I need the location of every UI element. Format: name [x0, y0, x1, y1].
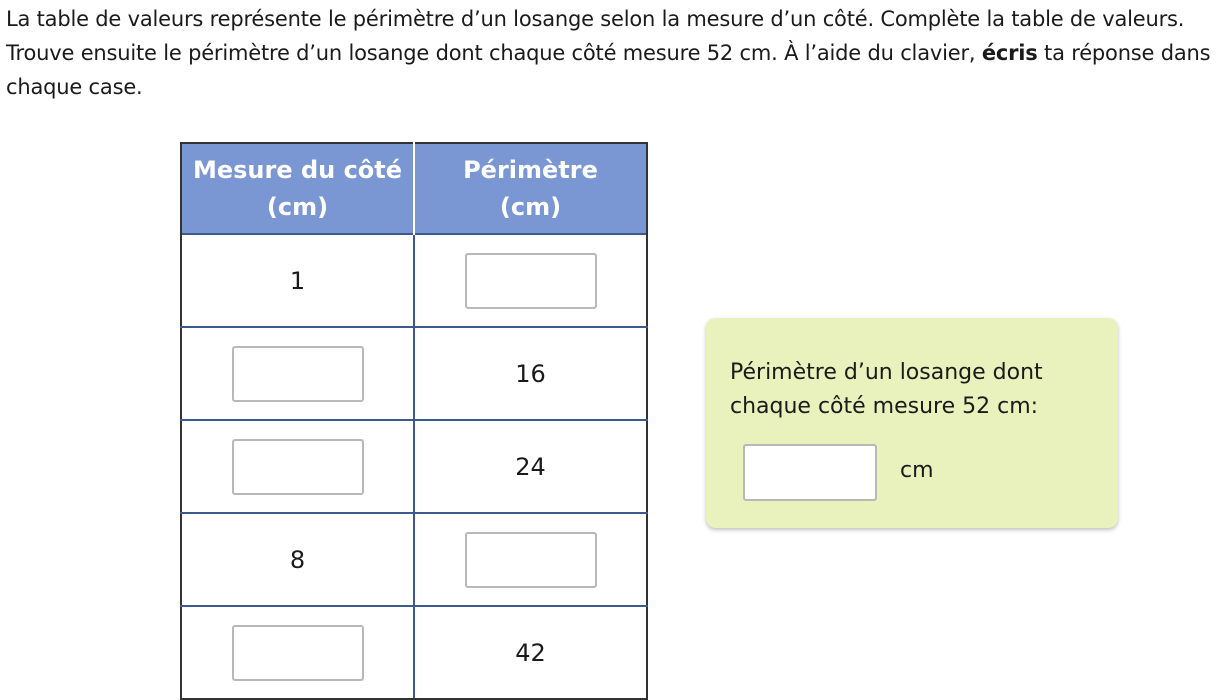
instructions — [6, 2, 1214, 104]
instructions-bold-verb: écris — [981, 41, 1038, 65]
values-table — [180, 142, 648, 700]
perimeter-cell-input — [414, 513, 647, 606]
table-row — [181, 234, 647, 327]
perimeter-cell-input — [414, 234, 647, 327]
result-unit-label: cm — [900, 458, 934, 483]
table-row — [181, 606, 647, 699]
side-answer-box-row2[interactable] — [232, 346, 364, 402]
side-cell-given: 1 — [181, 234, 414, 327]
header-side-measure: Mesure du côté (cm) — [181, 143, 414, 234]
perimeter-answer-box-row1[interactable] — [465, 253, 597, 309]
perimeter-cell-given: 24 — [414, 420, 647, 513]
perimeter-cell-given: 16 — [414, 327, 647, 420]
side-answer-box-row3[interactable] — [232, 439, 364, 495]
perimeter-cell-given: 42 — [414, 606, 647, 699]
result-question: Périmètre d’un losange dont chaque côté mesure 52 cm: — [730, 360, 1043, 419]
result-panel — [706, 318, 1118, 528]
instructions-text-part2: ta réponse dans chaque case. — [6, 41, 1211, 99]
table-header-row — [181, 143, 647, 234]
instructions-text-part1: La table de valeurs représente le périmètre d’un losange selon la mesure d’un côté. Complète la table de valeurs. Trouve ensuite le périmètre d’un losange dont chaque côté mesure 52 cm. À l’aide du clavier, — [6, 7, 1185, 65]
header-perimeter: Périmètre (cm) — [414, 143, 647, 234]
side-cell-input — [181, 420, 414, 513]
table-row — [181, 420, 647, 513]
side-cell-input — [181, 606, 414, 699]
side-cell-given: 8 — [181, 513, 414, 606]
table-row — [181, 513, 647, 606]
side-cell-input — [181, 327, 414, 420]
table-row — [181, 327, 647, 420]
side-answer-box-row5[interactable] — [232, 625, 364, 681]
result-answer-box[interactable] — [743, 444, 877, 501]
perimeter-answer-box-row4[interactable] — [465, 532, 597, 588]
